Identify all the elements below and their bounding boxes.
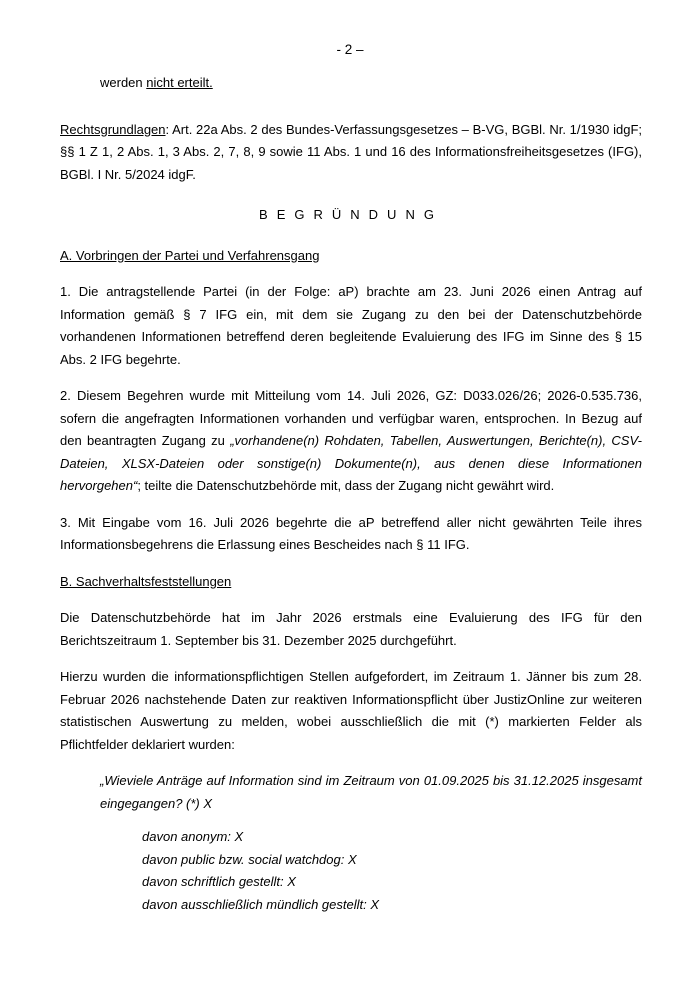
section-heading: BEGRÜNDUNG [259,207,443,222]
section-a-paragraph-3: 3. Mit Eingabe vom 16. Juli 2026 begehrte die aP betreffend aller nicht gewährten Teile ihres Informationsbegehrens die Erlassung eines Bescheides nach § 11 IFG. [60,514,642,552]
section-b-paragraph-1: Die Datenschutzbehörde hat im Jahr 2026 erstmals eine Evaluierung des IFG für den Berichtszeitraum 1. September bis 31. Dezember 2025 durchgeführt. [60,610,642,648]
section-b-title: B. Sachverhaltsfeststellungen [60,573,232,589]
section-a-paragraph-1: 1. Die antragstellende Partei (in der Folge: aP) brachte am 23. Juni 2026 einen Antrag auf Information gemäß § 7 IFG ein, mit dem sie Zugang zu den bei der Datenschutzbehörde vorhandenen Informationen betreffend deren begleitende Evaluierung des IFG im Sinne des § 15 Abs. 2 IFG begehrte. [60,284,642,367]
section-a-paragraph-2 [60,385,642,498]
legal-basis-label: Rechtsgrundlagen [60,121,166,137]
legal-basis [60,119,642,187]
continuation-underlined: nicht erteilt. [146,75,213,90]
survey-subitems [60,826,642,916]
p2-quote: „vorhandene(n) Rohdaten, Tabellen, Auswertungen, Berichte(n), CSV-Dateien, XLSX-Dateien oder sonstige(n) Dokumente(n), aus denen diese Informationen hervorgehen“ [60,433,642,493]
list-item: davon anonym: X [142,829,244,844]
list-item: davon ausschließlich mündlich gestellt: X [142,896,380,912]
p2-before: 2. Diesem Begehren wurde mit Mitteilung vom 14. Juli 2026, GZ: D033.026/26; 2026-0.535.736, sofern die angefragten Informationen vorhanden und verfügbar waren, entsprochen. In Bezug auf den beantragten Zugang zu [60,388,642,448]
section-a-title: A. Vorbringen der Partei und Verfahrensgang [60,247,320,263]
document-body [60,72,642,916]
survey-question: „Wieviele Anträge auf Information sind im Zeitraum von 01.09.2025 bis 31.12.2025 insgesamt eingegangen? (*) X [100,773,642,811]
list-item: davon public bzw. social watchdog: X [142,851,357,867]
p2-after: ; teilte die Datenschutzbehörde mit, dass der Zugang nicht gewährt wird. [137,478,555,493]
continuation-line [60,72,642,95]
legal-basis-text: : Art. 22a Abs. 2 des Bundes-Verfassungsgesetzes – B-VG, BGBl. Nr. 1/1930 idgF; §§ 1 Z 1, 2 Abs. 1, 3 Abs. 2, 7, 8, 9 sowie 11 Abs. 1 und 16 des Informationsfreiheitsgesetzes (IFG), BGBl. I Nr. 5/2024 idgF. [60,121,642,182]
continuation-lead: werden [100,75,147,90]
page-number: - 2 – [336,42,364,57]
section-b-paragraph-2: Hierzu wurden die informationspflichtigen Stellen aufgefordert, im Zeitraum 1. Jänner bis zum 28. Februar 2026 nachstehende Daten zur reaktiven Informationspflicht über JustizOnline zur weiteren statistischen Auswertung zu melden, wobei ausschließlich die mit (*) markierten Felder als Pflichtfelder deklariert wurden: [60,669,642,752]
list-item: davon schriftlich gestellt: X [142,874,296,889]
